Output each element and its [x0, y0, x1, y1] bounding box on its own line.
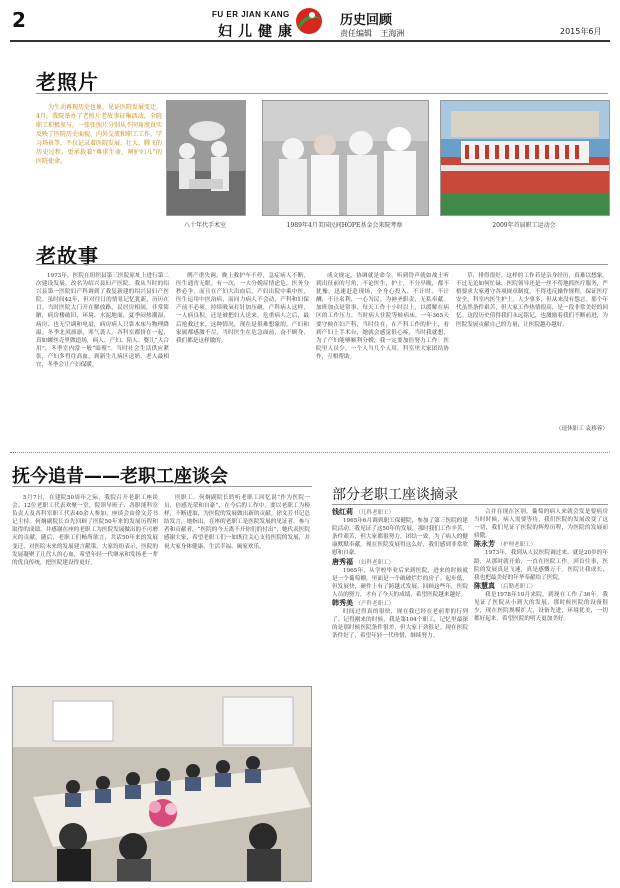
- speaker-name-3: [332, 599, 468, 608]
- speaker-role-1: （儿科老职工）: [355, 510, 394, 516]
- forum-text-2: 医职工。何炯副院长聆听老职工回忆说“作为医院一员，倍感光荣和自豪”，在今后的工作中，要以老职工为榜样，不断进取，为医院的发展做出新的贡献。徐文芳书记总结发言，她指出，在座的老职工是医院发展的见证者、参与者和贡献者，“医院的今天离不开你们的付出”，她代表医院感谢大家，希望老职工们一如既往关心支持医院的发展，并祝大家身体健康、生活幸福、阖家欢乐。: [164, 495, 310, 550]
- meeting-photo: [12, 686, 312, 882]
- speaker-text-4: 1973年，我到从人民医院调过来。就是20岁的年龄，从那时就开始，一直在医院工作。回首往事，医院的发展真是飞速，真是感慨万千。医院让我成长，我也把最美好的年华奉献给了医院。: [474, 550, 608, 581]
- old-story-text-1: 1973年，医院在组织县第三医院原址上进行第二次建设发展，改名为绍兴县妇产医院。我从当时的绍兴县第一医院妇产科调到了我复新建的绍兴县妇产医院。虽时间42年，但对往日的情景记忆犹新，历历在目。当时医院大门开在解放路，民居房相间，非常简陋，病房楼破旧，环境、水泥地面，夏季闷热潮湿，病房、也无空调和电扇，病房病人只靠木床与物理降温；冬季北风凛凛，寒气袭人。各科室都挤在一起，真如螺丝壳里做道场，病人、产妇、陪人、婴儿“人合用”，冬季室内常一般“暗殖”。当时社会生活供应紧张，产妇多得往高血，到新生儿病区送奶、老人最相宜，冬季会让产妇保暖。: [36, 273, 169, 369]
- speaker-name-5: [474, 582, 608, 591]
- excerpts-heading: 部分老职工座谈摘录: [332, 487, 458, 503]
- old-story-text-3: 成文规定，协调就是命令。听到铃声就如战士听到出征前的号角，不论医生，护士，不分早晚，都不犹豫，迅速赶赴现场，全身心投入，不计时，不计酬，不计名利，一心为民。为神圣职责，无私奉献。加班加点是常事，每天工作十小时以上，以缓解在病区的工作压力，当时病人住院等候病床，一年365天要守候在妇产科，当时住在，在产科工作的护士，看到产妇上手术台，她就会感觉很心疼，当时我就想，为了产妇能够顺利分娩，我一定要加倍努力工作。医院里人员少，一个人当几个人用，科室里大家团结协作，互相帮助。: [316, 273, 449, 360]
- masthead-english: FU ER JIAN KANG: [212, 10, 290, 19]
- visit-photo: [262, 100, 429, 216]
- old-story-column-4: [456, 272, 608, 432]
- excerpts-divider: [332, 504, 608, 505]
- surgery-photo: [166, 100, 246, 216]
- speaker-name-text-3: 韩秀美: [332, 598, 353, 608]
- hospital-logo-icon: [292, 6, 326, 36]
- old-photos-divider: [36, 93, 608, 94]
- excerpts-column-2: [474, 508, 608, 880]
- speaker-name-1: [332, 508, 468, 517]
- speaker-name-text-5: 陈慧真: [474, 580, 495, 590]
- speaker-text-5: 我是1978年10月来院，到现在工作了36年。我见证了医院从小到大的发展，那时候医院的设备很少，现在医院规模扩大，设备先进，环境优美，一切都好起来，希望医院的明天更加美好。: [474, 591, 608, 623]
- sports-meeting-photo: [440, 100, 610, 216]
- header-rule: [10, 40, 610, 42]
- speaker-text-1: 1965年6月调到职工保健院，参加了第三医院的建院活动。我见证了这50年的发展。那时我们工作辛苦，条件艰苦，但大家都很努力，团结一致，为了病人的健康默默奉献。现在医院发展得这么好，我们感到非常欣慰和自豪。: [332, 518, 468, 557]
- excerpts-extra-text: 合并在现在区别，葡萄的病人来就会发是要病房当时时候，病人需要等待，我们医院的发展改变了这一切，我们见证了医院的辉煌历程，为医院的发展而骄傲。: [474, 509, 608, 540]
- speaker-name-text-2: 唐秀福: [332, 556, 353, 566]
- photo-caption-2: 1989年4月美国民间HOPE基金会来院考察: [286, 222, 403, 229]
- speaker-name-text-4: 陈永芳: [474, 539, 495, 549]
- old-story-text-4: 草，排得很好。这样的工作若是亲身经历，真难以想象。不过无论如何忙碌，医院领导还是一丝不苟地抓医疗服务，严格要求大家遵守各项规章制度，不得违反操作规程，保证医疗安全。科室内医生护士，人少事多，但从来没有怨言。那个年代虽然条件艰苦，但大家工作热情很高，是一段非常美好的回忆。这段历史值得我们永远铭记，也激励着我们不断前进，为医院发展贡献自己的力量，让医院越办越好。: [456, 273, 608, 328]
- issue-date: 2015年6月: [560, 27, 602, 36]
- speaker-name-2: [332, 558, 468, 567]
- speaker-role-2: （妇科老职工）: [355, 559, 394, 566]
- speaker-name-4: [474, 540, 608, 549]
- speaker-name-text-1: 钱红莉: [332, 508, 353, 516]
- old-story-column-1: [36, 272, 169, 442]
- old-photos-intro: 为生动再现历史也象，见证医院发展变迁，4月，我院举办了老照片老故事征集活动。全院职工积极参与，一张张照片分别从不同角度真实反映了医院历史面貌、内外交流和职工工作、学习场景等，不仅记录着医院发展、壮大、腾飞的历史过程，更承载着“尊重生命、呵护妇儿”的医院使命。: [36, 104, 162, 165]
- speaker-text-2: 1965年，从学校毕业后来到医院，进来的时候就是一个葡萄棚，里面是一个破破烂烂的房子。起步低，但发展快，硬件上有了跨越式发展。回顾这些年，医院人员的努力，才有了今天的成绩，希望医院越来越好。: [332, 567, 468, 598]
- forum-divider: [12, 486, 312, 487]
- excerpts-column-1: [332, 508, 468, 880]
- section-dotted-divider: [10, 452, 610, 453]
- old-story-column-2: [176, 272, 309, 442]
- masthead-chinese: 妇儿健康: [218, 24, 298, 40]
- editor-name: 王海洲: [380, 29, 405, 38]
- speaker-role-5: （后勤老职工）: [497, 583, 536, 590]
- section-name: 历史回顾: [340, 13, 393, 28]
- old-story-text-2: 例产重失调，晚上救护车不停，急症病人不断，医生通宵无眠。有一次，一人分娩症情虑危，医务分秒必争，而且在产妇大出血后，产妇出院中乘中医，医生运用中医治病，而同力病人不会动，产科和妇保产前不必须，持续吸氧打针加压砸，产科病人这样，一人病良积，还是被把妇人送来。危重病人之后，最后抢救过来，这种情况，现在是很难想象的。产妇和家属都感激不尽，当时医生在危急面前，奋不顾身，我们都是这样做的。: [176, 273, 309, 344]
- old-story-heading: 老故事: [36, 244, 99, 268]
- forum-column-2: [164, 494, 310, 680]
- editor-line: [340, 28, 411, 39]
- old-story-signature: （退休职工 袁移蓉）: [555, 426, 608, 432]
- speaker-text-3: 时间过得真的很快，现在我已经在老前辈的行列了。记得刚来的时候，我是第104个职工，记忆里最深的是那时候医院条件很差，但大家干劲很足。现在医院条件好了，希望年轻一代珍惜，继续努力。: [332, 609, 468, 640]
- editor-label: 责任编辑: [340, 29, 372, 38]
- old-story-divider: [36, 264, 608, 265]
- speaker-role-3: （产科老职工）: [355, 601, 394, 608]
- forum-heading: 抚今追昔——老职工座谈会: [12, 466, 228, 487]
- forum-text-1: 5月7日，在建院50周年之际，我院召开老职工座谈会。12位老职工代表欢聚一堂，院领导班子、各职能科室负责人及各科室职工代表40余人参加。座谈会由徐文芳书记主持。何炯副院长首先回顾了医院50年来的发展历程和取得的成绩，并感谢在座的老职工为医院发展做出的不可磨灭的贡献。随后，老职工们畅所欲言，共话50年来的发展变迁，对医院未来的发展建言献策。大家纷纷表示，医院的发展凝聚了几代人的心血，希望年轻一代继承和发扬老一辈的优良传统，把医院建设得更好。: [12, 495, 158, 566]
- photo-caption-3: 2009年首届职工运动会: [492, 222, 556, 229]
- old-photos-heading: 老照片: [36, 70, 99, 94]
- forum-column-1: [12, 494, 158, 680]
- page-number: 2: [12, 8, 26, 32]
- photo-caption-1: 八十年代手术室: [183, 222, 226, 229]
- speaker-role-4: （护理老职工）: [497, 542, 536, 549]
- old-story-column-3: [316, 272, 449, 442]
